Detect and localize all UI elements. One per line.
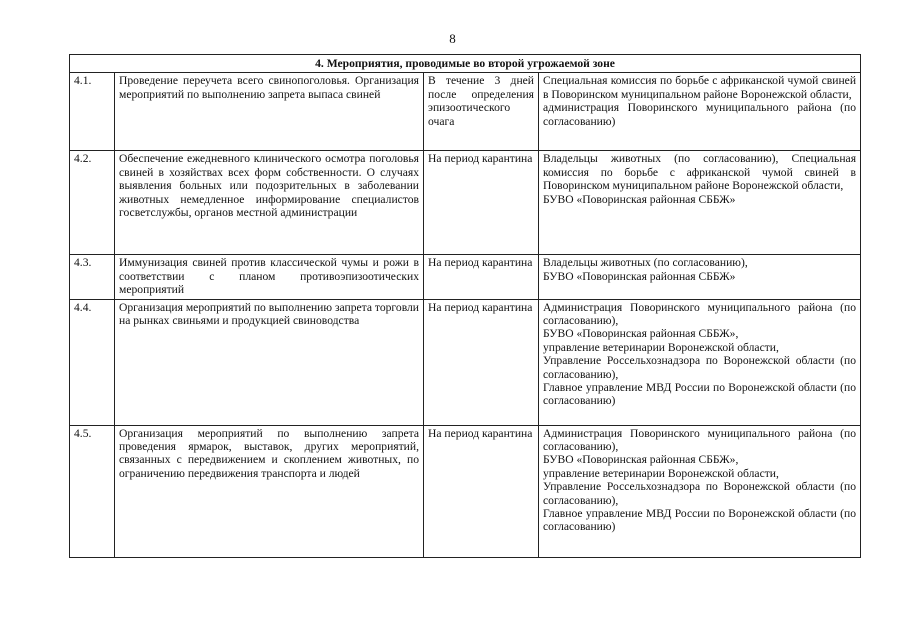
responsible-line: БУВО «Поворинская районная СББЖ» [543,192,736,206]
responsible-line: Администрация Поворинского муниципального района (по согласованию), [543,426,857,454]
table-row [70,299,861,425]
term-cell: В течение 3 дней после определения эпизоотического очага [424,73,539,151]
responsible-line: БУВО «Поворинская районная СББЖ», [543,453,739,467]
row-number: 4.4. [70,299,115,425]
responsible-cell [539,299,861,425]
measures-table [69,54,861,558]
responsible-line: Главное управление МВД России по Воронежской области (по согласованию) [543,507,857,534]
term-cell: На период карантина [424,299,539,425]
row-number: 4.2. [70,151,115,255]
table-row [70,73,861,151]
term-cell: На период карантина [424,151,539,255]
term-cell: На период карантина [424,255,539,299]
responsible-cell [539,151,861,255]
table-row [70,151,861,255]
row-number: 4.3. [70,255,115,299]
table-row [70,425,861,557]
page-number: 8 [449,31,456,46]
measure-cell: Иммунизация свиней против классической чумы и рожи в соответствии с планом противоэпизоотических мероприятий [115,255,424,299]
responsible-line: Владельцы животных (по согласованию), [543,256,748,270]
responsible-line: Специальная комиссия по борьбе с африканской чумой свиней в Поворинском муниципальном районе Воронежской области, [543,74,857,101]
responsible-line: Управление Россельхознадзора по Воронежской области (по согласованию), [543,354,857,381]
responsible-line: Управление Россельхознадзора по Воронежской области (по согласованию), [543,480,857,507]
section-title: 4. Мероприятия, проводимые во второй угрожаемой зоне [70,55,861,73]
responsible-cell [539,425,861,557]
responsible-line: управление ветеринарии Воронежской области, [543,340,779,354]
responsible-cell [539,73,861,151]
responsible-line: Главное управление МВД России по Воронежской области (по согласованию) [543,381,857,408]
measure-cell: Организация мероприятий по выполнению запрета торговли на рынках свиньями и продукцией свиноводства [115,299,424,425]
responsible-line: администрация Поворинского муниципального района (по согласованию) [543,101,857,128]
responsible-line: управление ветеринарии Воронежской области, [543,466,779,480]
measure-cell: Организация мероприятий по выполнению запрета проведения ярмарок, выставок, других мероприятий, связанных с передвижением и скоплением животных, по ограничению передвижения транспорта и людей [115,425,424,557]
measure-cell: Обеспечение ежедневного клинического осмотра поголовья свиней в хозяйствах всех форм собственности. О случаях выявления больных или подозрительных в заболевании животных немедленное информирование специалистов госветслужбы, органов местной администрации [115,151,424,255]
row-number: 4.1. [70,73,115,151]
responsible-line: Администрация Поворинского муниципального района (по согласованию), [543,300,857,328]
term-cell: На период карантина [424,425,539,557]
measure-cell: Проведение переучета всего свинопоголовья. Организация мероприятий по выполнению запрета выпаса свиней [115,73,424,151]
section-header-row [70,55,861,73]
table-row [70,255,861,299]
responsible-line: БУВО «Поворинская районная СББЖ» [543,269,736,283]
responsible-cell [539,255,861,299]
row-number: 4.5. [70,425,115,557]
responsible-line: БУВО «Поворинская районная СББЖ», [543,327,739,341]
responsible-line: Владельцы животных (по согласованию), Специальная комиссия по борьбе с африканской чумой свиней в Поворинском муниципальном районе Воронежской области, [543,152,857,193]
